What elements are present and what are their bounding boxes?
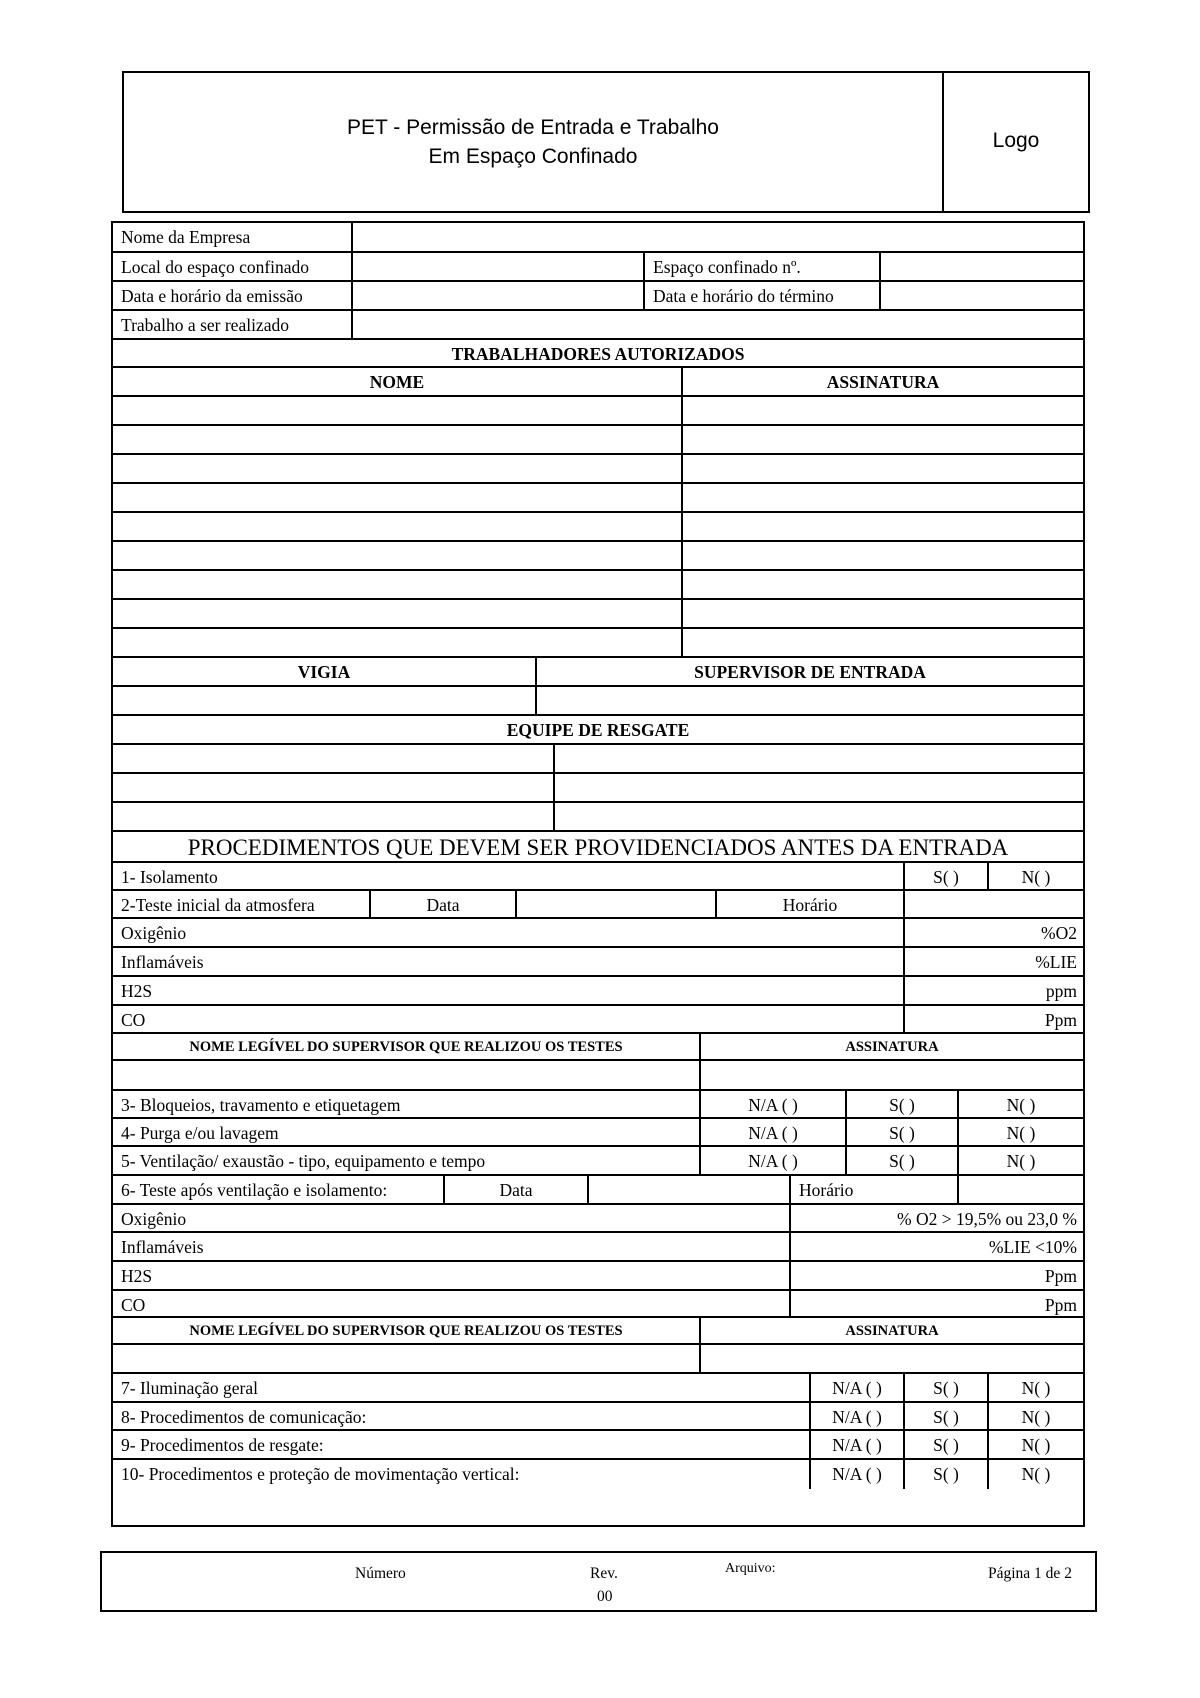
label-assinatura: ASSINATURA [845,1323,939,1339]
row-purga [113,1119,1083,1147]
option-nao[interactable]: N( ) [1006,1151,1036,1171]
field-lie-limit[interactable]: %LIE <10% [988,1237,1077,1257]
label-iluminacao: 7- Iluminação geral [113,1374,811,1401]
option-nao[interactable]: N( ) [1021,1407,1051,1427]
label-bloqueios: 3- Bloqueios, travamento e etiquetagem [113,1091,701,1117]
field-termino[interactable] [881,282,1083,309]
option-na[interactable]: N/A ( ) [811,1374,905,1401]
row-empresa [113,223,1083,253]
worker-signature-field[interactable] [683,600,1083,627]
label-purga: 4- Purga e/ou lavagem [113,1119,701,1145]
row-emissao [113,282,1083,311]
worker-signature-field[interactable] [683,629,1083,656]
document-header [122,71,1090,213]
workers-column-header [113,368,1083,397]
option-na[interactable]: N/A ( ) [811,1431,905,1458]
field-trabalho[interactable] [353,311,1083,338]
label-horario: Horário [791,1176,959,1203]
field-local[interactable] [353,253,645,280]
option-sim[interactable]: S( ) [905,1374,989,1401]
label-supervisor-testes: NOME LEGÍVEL DO SUPERVISOR QUE REALIZOU OS TESTES [113,1034,701,1059]
field-co[interactable]: Ppm [1044,1010,1077,1030]
worker-name-field[interactable] [113,484,683,511]
workers-section-header [113,340,1083,368]
label-empresa: Nome da Empresa [113,223,353,251]
field-supervisor-nome[interactable] [113,1061,701,1089]
worker-signature-field[interactable] [683,426,1083,453]
worker-row [113,455,1083,484]
rescue-field[interactable] [113,774,555,801]
row-oxigenio-apos [113,1205,1083,1233]
field-data[interactable] [589,1176,791,1203]
worker-row [113,542,1083,571]
option-na[interactable]: N/A ( ) [811,1460,905,1489]
field-supervisor-nome[interactable] [113,1345,701,1372]
option-nao[interactable]: N( ) [1021,1378,1051,1398]
supervisor-tests-fields-2 [113,1345,1083,1374]
worker-name-field[interactable] [113,397,683,424]
footer-numero: Número [355,1565,406,1582]
worker-row [113,513,1083,542]
worker-signature-field[interactable] [683,397,1083,424]
label-inflamaveis: Inflamáveis [113,1233,791,1260]
label-data: Data [371,891,517,917]
worker-row [113,629,1083,658]
worker-row [113,426,1083,455]
col-assinatura: ASSINATURA [826,372,940,392]
label-isolamento: 1- Isolamento [113,863,905,889]
title-line-2: Em Espaço Confinado [428,145,638,168]
option-sim[interactable]: S( ) [905,1460,989,1489]
rescue-field[interactable] [555,774,1083,801]
field-lie[interactable]: %LIE [1035,952,1077,972]
row-movimentacao [113,1460,1083,1489]
field-espaco-n[interactable] [881,253,1083,280]
label-h2s: H2S [113,977,905,1004]
field-o2[interactable]: %O2 [1041,923,1077,943]
rescue-row [113,803,1083,832]
procedures-title: PROCEDIMENTOS QUE DEVEM SER PROVIDENCIADOS ANTES DA ENTRADA [187,835,1009,860]
worker-signature-field[interactable] [683,455,1083,482]
label-comunicacao: 8- Procedimentos de comunicação: [113,1403,811,1429]
row-h2s [113,977,1083,1006]
label-ventilacao: 5- Ventilação/ exaustão - tipo, equipamento e tempo [113,1147,701,1174]
rescue-header [113,716,1083,745]
rescue-field[interactable] [113,745,555,772]
col-nome: NOME [113,368,683,395]
label-termino: Data e horário do término [645,282,881,309]
label-trabalho: Trabalho a ser realizado [113,311,353,338]
label-co: CO [113,1006,905,1032]
field-horario[interactable] [905,891,1083,917]
field-horario[interactable] [959,1176,1083,1203]
row-ventilacao [113,1147,1083,1176]
label-supervisor-testes: NOME LEGÍVEL DO SUPERVISOR QUE REALIZOU OS TESTES [113,1318,701,1343]
label-movimentacao: 10- Procedimentos e proteção de movimentação vertical: [113,1460,811,1489]
rescue-field[interactable] [555,745,1083,772]
label-data: Data [445,1176,589,1203]
label-supervisor-entrada: SUPERVISOR DE ENTRADA [694,662,926,682]
field-emissao[interactable] [353,282,645,309]
row-isolamento [113,863,1083,891]
option-sim[interactable]: S( ) [847,1147,959,1174]
row-trabalho [113,311,1083,340]
field-supervisor-entrada[interactable] [537,687,1083,714]
worker-signature-field[interactable] [683,542,1083,569]
worker-name-field[interactable] [113,629,683,656]
worker-signature-field[interactable] [683,484,1083,511]
label-local: Local do espaço confinado [113,253,353,280]
field-vigia[interactable] [113,687,537,714]
worker-signature-field[interactable] [683,513,1083,540]
row-comunicacao [113,1403,1083,1431]
label-assinatura: ASSINATURA [845,1039,939,1055]
field-empresa[interactable] [353,223,1083,251]
label-inflamaveis: Inflamáveis [113,948,905,975]
document-title [124,73,944,211]
roles-header [113,658,1083,687]
worker-signature-field[interactable] [683,571,1083,598]
option-nao[interactable]: N( ) [1021,867,1051,887]
workers-section-title: TRABALHADORES AUTORIZADOS [451,344,745,364]
option-nao[interactable]: N( ) [1021,1435,1051,1455]
row-inflamaveis [113,948,1083,977]
label-espaco-n: Espaço confinado nº. [645,253,881,280]
row-co [113,1006,1083,1034]
option-na[interactable]: N/A ( ) [701,1091,847,1117]
label-vigia: VIGIA [113,658,537,685]
label-teste-apos: 6- Teste após ventilação e isolamento: [113,1176,445,1203]
footer-pagina: Página 1 de 2 [988,1565,1072,1582]
label-co: CO [113,1291,791,1316]
rescue-field[interactable] [113,803,555,830]
row-teste-inicial [113,891,1083,919]
worker-name-field[interactable] [113,455,683,482]
worker-name-field[interactable] [113,426,683,453]
row-h2s-apos [113,1262,1083,1291]
field-supervisor-assinatura[interactable] [701,1345,1083,1372]
option-nao[interactable]: N( ) [1021,1464,1051,1484]
rescue-row [113,774,1083,803]
supervisor-tests-header [113,1034,1083,1061]
option-sim[interactable]: S( ) [905,1403,989,1429]
option-na[interactable]: N/A ( ) [701,1119,847,1145]
permit-form [111,221,1085,1527]
roles-fields [113,687,1083,716]
worker-name-field[interactable] [113,600,683,627]
procedures-header [113,832,1083,863]
field-h2s[interactable]: ppm [1045,981,1077,1001]
supervisor-tests-header-2 [113,1318,1083,1345]
worker-row [113,484,1083,513]
row-teste-apos [113,1176,1083,1205]
row-local [113,253,1083,282]
option-na[interactable]: N/A ( ) [701,1147,847,1174]
row-bloqueios [113,1091,1083,1119]
worker-row [113,600,1083,629]
row-inflamaveis-apos [113,1233,1083,1262]
footer-arquivo: Arquivo: [725,1561,776,1576]
document-footer [100,1551,1097,1612]
title-line-1: PET - Permissão de Entrada e Trabalho [347,116,719,139]
row-co-apos [113,1291,1083,1318]
option-nao[interactable]: N( ) [1006,1123,1036,1143]
footer-rev-label: Rev. [590,1565,618,1582]
rescue-row [113,745,1083,774]
row-iluminacao [113,1374,1083,1403]
field-data[interactable] [517,891,717,917]
option-sim[interactable]: S( ) [847,1091,959,1117]
rescue-title: EQUIPE DE RESGATE [506,720,690,740]
field-h2s[interactable]: Ppm [1044,1266,1077,1286]
worker-row [113,397,1083,426]
row-oxigenio [113,919,1083,948]
option-sim[interactable]: S( ) [847,1119,959,1145]
worker-name-field[interactable] [113,542,683,569]
footer-rev-value: 00 [597,1588,613,1605]
label-resgate: 9- Procedimentos de resgate: [113,1431,811,1458]
field-o2-range[interactable]: % O2 > 19,5% ou 23,0 % [897,1209,1077,1229]
field-co[interactable]: Ppm [1044,1295,1077,1315]
option-na[interactable]: N/A ( ) [811,1403,905,1429]
label-horario: Horário [717,891,905,917]
logo-placeholder: Logo [992,129,1040,152]
label-oxigenio: Oxigênio [113,1205,791,1231]
label-teste-inicial: 2-Teste inicial da atmosfera [113,891,371,917]
label-emissao: Data e horário da emissão [113,282,353,309]
worker-name-field[interactable] [113,513,683,540]
option-sim[interactable]: S( ) [905,863,989,889]
worker-row [113,571,1083,600]
rescue-field[interactable] [555,803,1083,830]
option-sim[interactable]: S( ) [905,1431,989,1458]
field-supervisor-assinatura[interactable] [701,1061,1083,1089]
label-h2s: H2S [113,1262,791,1289]
supervisor-tests-fields [113,1061,1083,1091]
label-oxigenio: Oxigênio [113,919,905,946]
row-resgate [113,1431,1083,1460]
option-nao[interactable]: N( ) [1006,1095,1036,1115]
worker-name-field[interactable] [113,571,683,598]
